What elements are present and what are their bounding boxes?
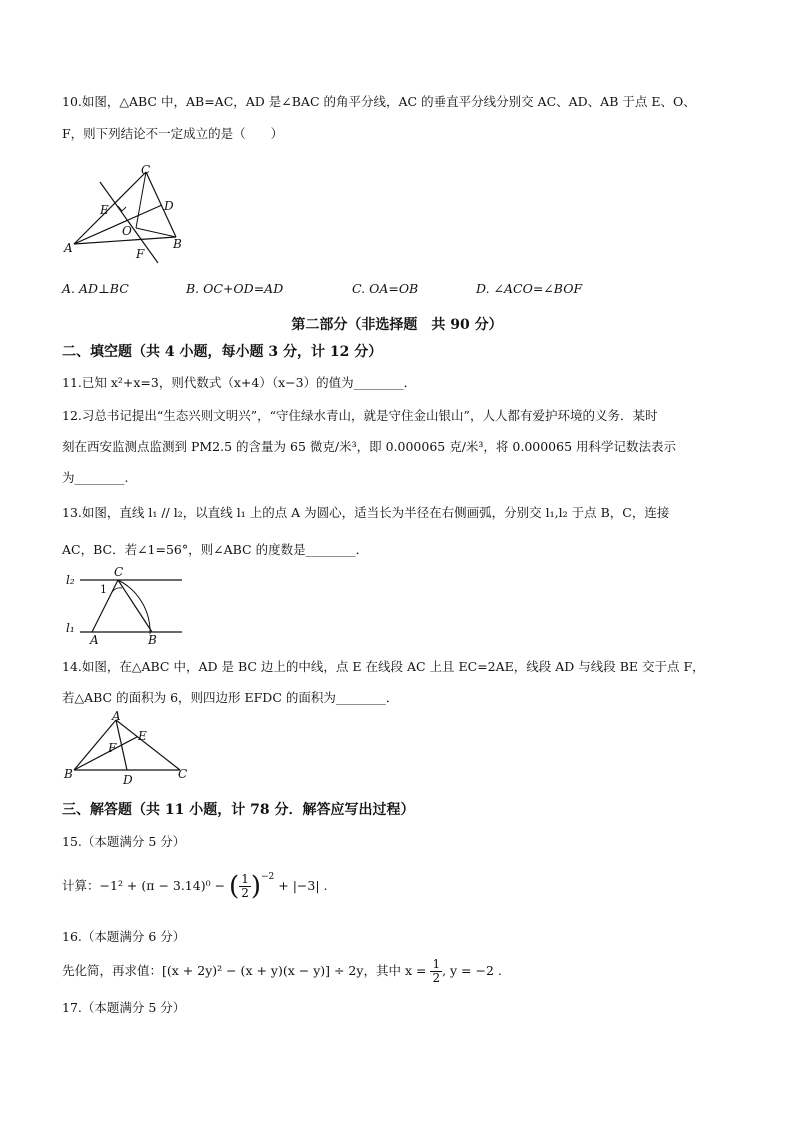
q16-prefix: 先化简，再求值：: [62, 963, 163, 978]
q13-label-l2: l₂: [66, 573, 75, 587]
q14-label-d: D: [123, 773, 133, 785]
q13-text-line1: 13.如图，直线 l₁ // l₂，以直线 l₁ 上的点 A 为圆心，适当长为半径在右侧画弧，分别交 l₁,l₂ 于点 B，C，连接: [62, 505, 670, 520]
q15-expression: 计算：−1² + (π − 3.14)⁰ − ( $\frac{1}{2}$ )$^{-2}$ + |−3| .: [62, 871, 328, 902]
q14-label-a: A: [112, 710, 121, 723]
q14-label-b: B: [64, 767, 73, 781]
q12-text-line2: 刻在西安监测点监测到 PM2.5 的含量为 65 微克/米³，即 0.000065 克/米³，将 0.000065 用科学记数法表示: [62, 439, 677, 454]
q10-label-d: D: [164, 199, 174, 213]
q10-option-d: D. ∠ACO=∠BOF: [476, 281, 583, 296]
q16-header: 16.（本题满分 6 分）: [62, 929, 186, 944]
q14-figure: [62, 710, 197, 785]
q13-label-angle1: 1: [100, 583, 107, 596]
q16-expr: [(x + 2y)² − (x + y)(x − y)] ÷ 2y: [162, 963, 364, 978]
section3-title: 三、解答题（共 11 小题，计 78 分．解答应写出过程）: [62, 802, 415, 818]
q15-exponent: −2: [261, 872, 275, 882]
q14-label-f: F: [108, 741, 117, 755]
q16-x-eq: x =: [404, 963, 427, 978]
q10-option-a: A. AD⊥BC: [62, 281, 129, 296]
q16-mid: ，其中: [363, 963, 401, 978]
q10-label-a: A: [64, 241, 73, 255]
q14-text-line1: 14.如图，在△ABC 中，AD 是 BC 边上的中线，点 E 在线段 AC 上且 EC=2AE，线段 AD 与线段 BE 交于点 F，: [62, 659, 705, 674]
q15-frac-num: 1: [241, 872, 249, 887]
q15-frac-den: 2: [241, 886, 249, 901]
q16-frac-den: 2: [432, 971, 441, 985]
q10-label-f: F: [136, 247, 145, 261]
q11-text: 11.已知 x²+x=3，则代数式（x+4）（x−3）的值为________．: [62, 375, 417, 390]
q16-expression: [62, 958, 502, 985]
q12-text-line1: 12.习总书记提出“生态兴则文明兴”，“守住绿水青山，就是守住金山银山”，人人都有爱护环境的义务．某时: [62, 408, 658, 423]
q10-option-c: C. OA=OB: [352, 281, 419, 296]
q12-text-line3: 为________.: [62, 470, 129, 485]
q14-label-c: C: [178, 767, 188, 781]
q15-fraction: [239, 873, 251, 900]
section2-title: 二、填空题（共 4 小题，每小题 3 分，计 12 分）: [62, 344, 383, 360]
q15-expr-b: + |−3| .: [278, 878, 328, 894]
q13-text-line2: AC，BC．若∠1=56°，则∠ABC 的度数是________．: [62, 542, 369, 557]
part2-title: 第二部分（非选择题 共 90 分）: [291, 317, 503, 333]
q13-label-c: C: [114, 566, 124, 579]
q16-y-eq: , y = −2 .: [442, 963, 502, 978]
q10-label-b: B: [173, 237, 182, 251]
q14-label-e: E: [138, 729, 147, 743]
q15-prefix: 计算：: [62, 878, 100, 894]
q16-fraction: [430, 958, 442, 985]
q10-label-e: E: [100, 203, 109, 217]
q17-header: 17.（本题满分 5 分）: [62, 1000, 186, 1015]
q13-label-l1: l₁: [66, 621, 75, 635]
q10-text-line1: 10.如图，△ABC 中，AB=AC，AD 是∠BAC 的角平分线，AC 的垂直平分线分别交 AC、AD、AB 于点 E、O、: [62, 94, 696, 109]
q15-header: 15.（本题满分 5 分）: [62, 834, 186, 849]
q10-label-o: O: [122, 224, 132, 238]
q16-frac-num: 1: [432, 957, 441, 971]
q10-option-b: B. OC+OD=AD: [186, 281, 284, 296]
q13-label-a: A: [90, 633, 99, 646]
q14-text-line2: 若△ABC 的面积为 6，则四边形 EFDC 的面积为________．: [62, 690, 399, 705]
q13-figure: [62, 566, 187, 646]
q13-label-b: B: [148, 633, 157, 646]
q10-text-line2: F，则下列结论不一定成立的是（ ）: [62, 126, 284, 141]
q10-figure: [62, 160, 192, 270]
q10-label-c: C: [141, 163, 151, 177]
q15-expr-a: −1² + (π − 3.14)⁰ −: [99, 878, 226, 894]
